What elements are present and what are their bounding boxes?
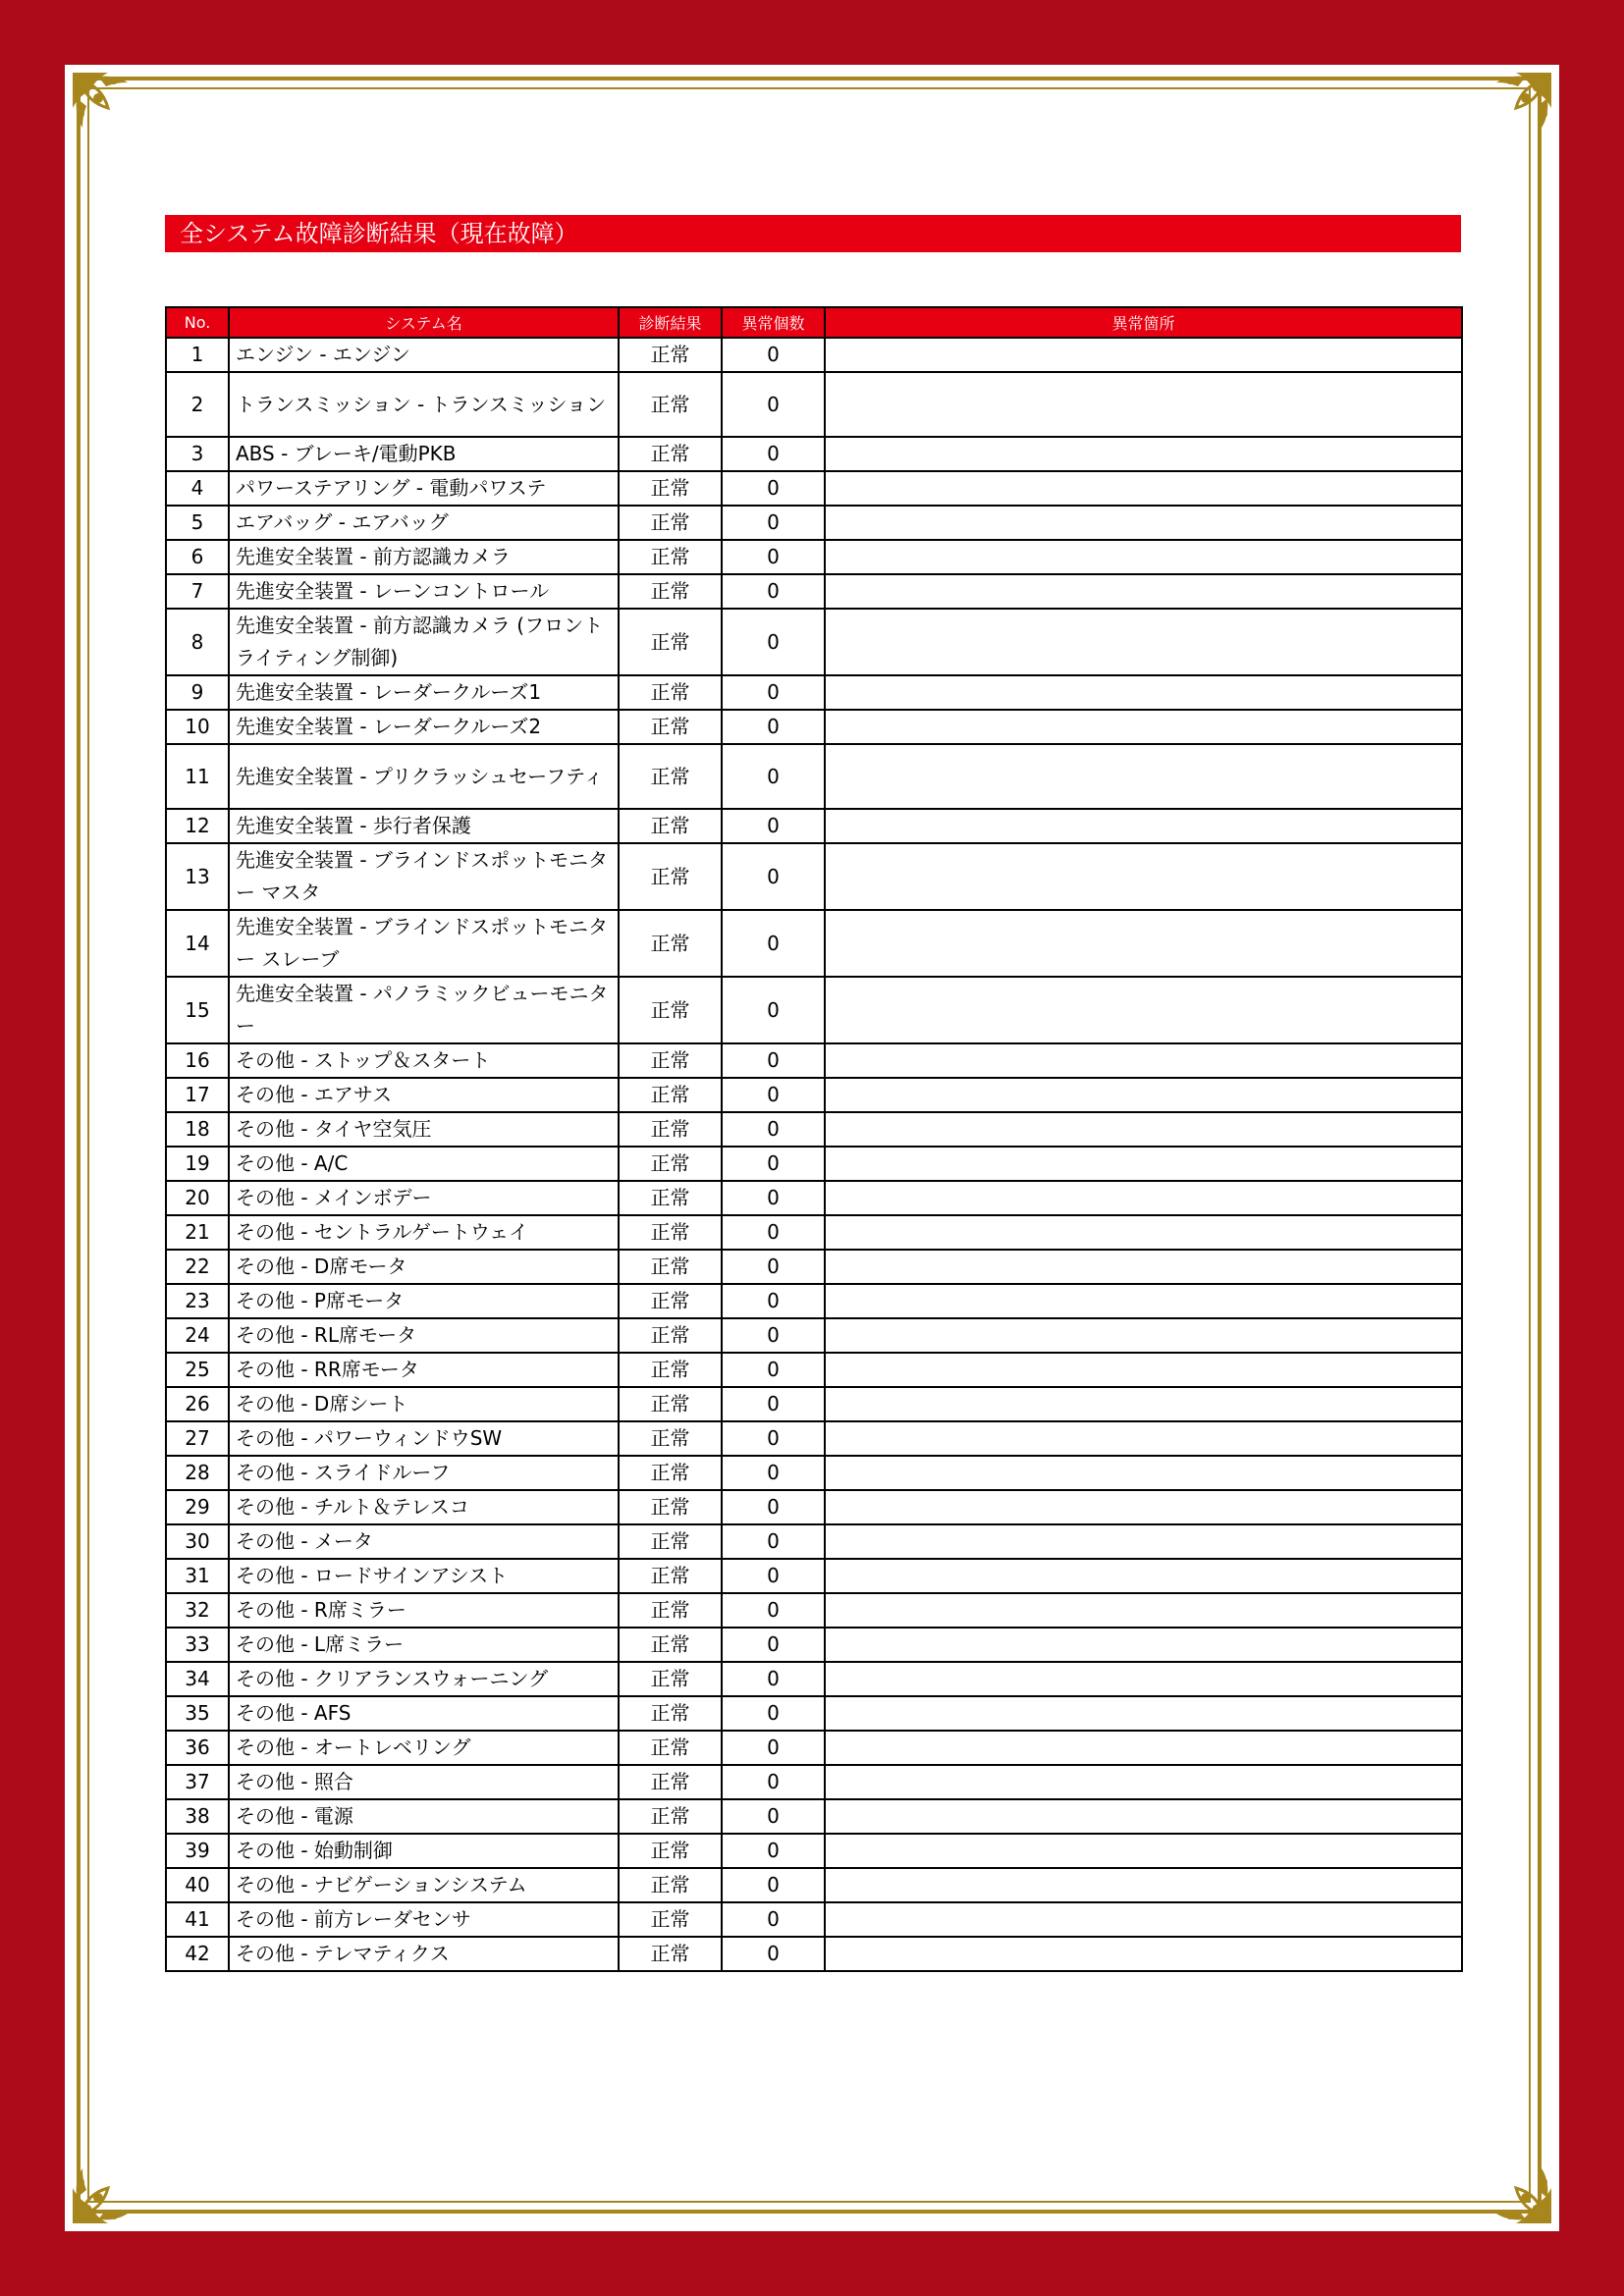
cell-fault-count: 0 xyxy=(722,1353,825,1387)
cell-system-name: パワーステアリング - 電動パワステ xyxy=(229,471,619,506)
cell-fault-count: 0 xyxy=(722,1834,825,1868)
cell-fault-count: 0 xyxy=(722,1868,825,1902)
cell-fault-count: 0 xyxy=(722,1902,825,1937)
table-row xyxy=(166,1387,1462,1421)
cell-fault-count: 0 xyxy=(722,1696,825,1731)
cell-fault-count: 0 xyxy=(722,1181,825,1215)
cell-fault-location xyxy=(825,1868,1462,1902)
cell-system-name: その他 - AFS xyxy=(229,1696,619,1731)
cell-no: 8 xyxy=(166,609,229,675)
cell-fault-location xyxy=(825,574,1462,609)
cell-fault-location xyxy=(825,1421,1462,1456)
cell-fault-count: 0 xyxy=(722,1559,825,1593)
table-row xyxy=(166,1731,1462,1765)
cell-system-name: その他 - テレマティクス xyxy=(229,1937,619,1971)
table-row xyxy=(166,744,1462,809)
cell-no: 25 xyxy=(166,1353,229,1387)
cell-no: 4 xyxy=(166,471,229,506)
table-row xyxy=(166,1078,1462,1112)
header-system-name: システム名 xyxy=(229,307,619,338)
cell-fault-location xyxy=(825,540,1462,574)
cell-fault-location xyxy=(825,437,1462,471)
table-row xyxy=(166,809,1462,843)
cell-fault-count: 0 xyxy=(722,1043,825,1078)
table-body xyxy=(166,338,1462,1971)
corner-ornament-icon xyxy=(69,69,157,157)
cell-fault-location xyxy=(825,1662,1462,1696)
cell-no: 11 xyxy=(166,744,229,809)
cell-fault-count: 0 xyxy=(722,437,825,471)
cell-no: 14 xyxy=(166,910,229,977)
cell-fault-count: 0 xyxy=(722,1524,825,1559)
cell-fault-count: 0 xyxy=(722,372,825,437)
cell-fault-count: 0 xyxy=(722,540,825,574)
cell-no: 6 xyxy=(166,540,229,574)
cell-system-name: その他 - D席シート xyxy=(229,1387,619,1421)
cell-result: 正常 xyxy=(619,1421,722,1456)
cell-result: 正常 xyxy=(619,372,722,437)
table-row xyxy=(166,1318,1462,1353)
corner-ornament-icon xyxy=(1467,2139,1555,2227)
cell-fault-location xyxy=(825,372,1462,437)
cell-system-name: 先進安全装置 - 前方認識カメラ xyxy=(229,540,619,574)
cell-no: 23 xyxy=(166,1284,229,1318)
cell-no: 34 xyxy=(166,1662,229,1696)
cell-system-name: その他 - タイヤ空気圧 xyxy=(229,1112,619,1147)
cell-fault-location xyxy=(825,1353,1462,1387)
cell-no: 10 xyxy=(166,710,229,744)
cell-result: 正常 xyxy=(619,1181,722,1215)
cell-fault-count: 0 xyxy=(722,506,825,540)
cell-system-name: その他 - パワーウィンドウSW xyxy=(229,1421,619,1456)
cell-system-name: その他 - ストップ＆スタート xyxy=(229,1043,619,1078)
cell-fault-location xyxy=(825,1524,1462,1559)
cell-system-name: その他 - 照合 xyxy=(229,1765,619,1799)
table-row xyxy=(166,1696,1462,1731)
cell-system-name: その他 - A/C xyxy=(229,1147,619,1181)
table-row xyxy=(166,977,1462,1043)
cell-result: 正常 xyxy=(619,1490,722,1524)
cell-fault-location xyxy=(825,977,1462,1043)
cell-system-name: その他 - オートレベリング xyxy=(229,1731,619,1765)
cell-result: 正常 xyxy=(619,1902,722,1937)
table-row xyxy=(166,372,1462,437)
cell-fault-count: 0 xyxy=(722,843,825,910)
cell-fault-location xyxy=(825,1731,1462,1765)
cell-no: 40 xyxy=(166,1868,229,1902)
cell-fault-count: 0 xyxy=(722,1078,825,1112)
cell-system-name: その他 - 始動制御 xyxy=(229,1834,619,1868)
cell-fault-location xyxy=(825,1284,1462,1318)
cell-fault-count: 0 xyxy=(722,1456,825,1490)
table-row xyxy=(166,1147,1462,1181)
cell-fault-location xyxy=(825,1250,1462,1284)
table-row xyxy=(166,710,1462,744)
cell-system-name: その他 - スライドルーフ xyxy=(229,1456,619,1490)
cell-system-name: その他 - チルト＆テレスコ xyxy=(229,1490,619,1524)
table-row xyxy=(166,1421,1462,1456)
cell-system-name: 先進安全装置 - 前方認識カメラ (フロントライティング制御) xyxy=(229,609,619,675)
cell-fault-count: 0 xyxy=(722,1490,825,1524)
cell-result: 正常 xyxy=(619,1456,722,1490)
cell-fault-location xyxy=(825,1834,1462,1868)
header-fault-count: 異常個数 xyxy=(722,307,825,338)
cell-system-name: その他 - R席ミラー xyxy=(229,1593,619,1628)
table-row xyxy=(166,1490,1462,1524)
cell-result: 正常 xyxy=(619,1284,722,1318)
table-row xyxy=(166,1043,1462,1078)
cell-fault-count: 0 xyxy=(722,1215,825,1250)
cell-no: 32 xyxy=(166,1593,229,1628)
cell-no: 2 xyxy=(166,372,229,437)
cell-fault-count: 0 xyxy=(722,471,825,506)
table-row xyxy=(166,1834,1462,1868)
table-row xyxy=(166,1799,1462,1834)
cell-result: 正常 xyxy=(619,1043,722,1078)
cell-result: 正常 xyxy=(619,540,722,574)
cell-result: 正常 xyxy=(619,1662,722,1696)
cell-fault-count: 0 xyxy=(722,1387,825,1421)
cell-no: 12 xyxy=(166,809,229,843)
cell-fault-count: 0 xyxy=(722,1147,825,1181)
cell-result: 正常 xyxy=(619,1834,722,1868)
cell-fault-location xyxy=(825,1765,1462,1799)
cell-result: 正常 xyxy=(619,471,722,506)
cell-fault-location xyxy=(825,710,1462,744)
cell-fault-location xyxy=(825,744,1462,809)
cell-no: 29 xyxy=(166,1490,229,1524)
cell-system-name: その他 - セントラルゲートウェイ xyxy=(229,1215,619,1250)
cell-system-name: その他 - ロードサインアシスト xyxy=(229,1559,619,1593)
cell-no: 24 xyxy=(166,1318,229,1353)
diagnosis-results-table xyxy=(165,306,1463,1972)
cell-system-name: その他 - メータ xyxy=(229,1524,619,1559)
cell-fault-count: 0 xyxy=(722,809,825,843)
cell-no: 5 xyxy=(166,506,229,540)
table-row xyxy=(166,1902,1462,1937)
cell-result: 正常 xyxy=(619,809,722,843)
cell-no: 28 xyxy=(166,1456,229,1490)
cell-result: 正常 xyxy=(619,506,722,540)
table-row xyxy=(166,437,1462,471)
table-row xyxy=(166,1868,1462,1902)
cell-fault-location xyxy=(825,1696,1462,1731)
cell-system-name: 先進安全装置 - レーダークルーズ2 xyxy=(229,710,619,744)
cell-fault-count: 0 xyxy=(722,338,825,372)
table-header-row xyxy=(166,307,1462,338)
cell-system-name: トランスミッション - トランスミッション xyxy=(229,372,619,437)
cell-fault-location xyxy=(825,1490,1462,1524)
cell-no: 31 xyxy=(166,1559,229,1593)
cell-no: 27 xyxy=(166,1421,229,1456)
cell-fault-location xyxy=(825,1181,1462,1215)
cell-result: 正常 xyxy=(619,1593,722,1628)
table-row xyxy=(166,1456,1462,1490)
table-row xyxy=(166,1250,1462,1284)
table-row xyxy=(166,506,1462,540)
cell-result: 正常 xyxy=(619,437,722,471)
table-row xyxy=(166,1112,1462,1147)
cell-fault-count: 0 xyxy=(722,1112,825,1147)
cell-fault-location xyxy=(825,1387,1462,1421)
cell-system-name: 先進安全装置 - プリクラッシュセーフティ xyxy=(229,744,619,809)
cell-result: 正常 xyxy=(619,1937,722,1971)
cell-no: 17 xyxy=(166,1078,229,1112)
cell-result: 正常 xyxy=(619,609,722,675)
cell-system-name: その他 - エアサス xyxy=(229,1078,619,1112)
cell-no: 42 xyxy=(166,1937,229,1971)
table-row xyxy=(166,609,1462,675)
cell-fault-count: 0 xyxy=(722,675,825,710)
cell-fault-location xyxy=(825,1456,1462,1490)
table-row xyxy=(166,843,1462,910)
cell-fault-count: 0 xyxy=(722,1662,825,1696)
cell-result: 正常 xyxy=(619,1765,722,1799)
cell-fault-count: 0 xyxy=(722,1421,825,1456)
cell-fault-location xyxy=(825,1902,1462,1937)
table-row xyxy=(166,1628,1462,1662)
cell-no: 7 xyxy=(166,574,229,609)
cell-system-name: 先進安全装置 - レーンコントロール xyxy=(229,574,619,609)
cell-system-name: 先進安全装置 - レーダークルーズ1 xyxy=(229,675,619,710)
cell-fault-count: 0 xyxy=(722,609,825,675)
cell-result: 正常 xyxy=(619,1078,722,1112)
cell-fault-location xyxy=(825,910,1462,977)
table-row xyxy=(166,1353,1462,1387)
cell-result: 正常 xyxy=(619,910,722,977)
cell-no: 22 xyxy=(166,1250,229,1284)
cell-fault-count: 0 xyxy=(722,1593,825,1628)
cell-fault-count: 0 xyxy=(722,744,825,809)
cell-fault-count: 0 xyxy=(722,574,825,609)
cell-no: 35 xyxy=(166,1696,229,1731)
cell-no: 33 xyxy=(166,1628,229,1662)
cell-no: 39 xyxy=(166,1834,229,1868)
cell-result: 正常 xyxy=(619,1250,722,1284)
cell-fault-location xyxy=(825,1147,1462,1181)
cell-system-name: その他 - クリアランスウォーニング xyxy=(229,1662,619,1696)
cell-fault-location xyxy=(825,506,1462,540)
cell-system-name: ABS - ブレーキ/電動PKB xyxy=(229,437,619,471)
cell-fault-location xyxy=(825,675,1462,710)
table-row xyxy=(166,675,1462,710)
cell-no: 15 xyxy=(166,977,229,1043)
table-row xyxy=(166,1284,1462,1318)
table-row xyxy=(166,574,1462,609)
cell-result: 正常 xyxy=(619,675,722,710)
cell-result: 正常 xyxy=(619,843,722,910)
cell-no: 1 xyxy=(166,338,229,372)
cell-result: 正常 xyxy=(619,1318,722,1353)
cell-result: 正常 xyxy=(619,1524,722,1559)
cell-result: 正常 xyxy=(619,1799,722,1834)
header-fault-location: 異常箇所 xyxy=(825,307,1462,338)
cell-no: 21 xyxy=(166,1215,229,1250)
cell-result: 正常 xyxy=(619,1628,722,1662)
cell-result: 正常 xyxy=(619,744,722,809)
cell-no: 18 xyxy=(166,1112,229,1147)
cell-fault-location xyxy=(825,1593,1462,1628)
cell-fault-location xyxy=(825,1937,1462,1971)
cell-fault-location xyxy=(825,1628,1462,1662)
table-row xyxy=(166,1765,1462,1799)
table-row xyxy=(166,1215,1462,1250)
cell-result: 正常 xyxy=(619,338,722,372)
cell-fault-location xyxy=(825,1112,1462,1147)
cell-fault-count: 0 xyxy=(722,1937,825,1971)
header-no: No. xyxy=(166,307,229,338)
table-row xyxy=(166,540,1462,574)
cell-fault-count: 0 xyxy=(722,1250,825,1284)
cell-result: 正常 xyxy=(619,1147,722,1181)
cell-result: 正常 xyxy=(619,1559,722,1593)
cell-no: 16 xyxy=(166,1043,229,1078)
cell-fault-count: 0 xyxy=(722,1731,825,1765)
cell-fault-location xyxy=(825,1318,1462,1353)
cell-fault-count: 0 xyxy=(722,710,825,744)
cell-fault-location xyxy=(825,1559,1462,1593)
cell-result: 正常 xyxy=(619,1387,722,1421)
cell-result: 正常 xyxy=(619,1215,722,1250)
cell-result: 正常 xyxy=(619,574,722,609)
corner-ornament-icon xyxy=(69,2139,157,2227)
table-row xyxy=(166,1937,1462,1971)
cell-system-name: その他 - P席モータ xyxy=(229,1284,619,1318)
cell-system-name: その他 - D席モータ xyxy=(229,1250,619,1284)
cell-fault-location xyxy=(825,609,1462,675)
cell-result: 正常 xyxy=(619,1868,722,1902)
cell-system-name: その他 - 電源 xyxy=(229,1799,619,1834)
cell-fault-count: 0 xyxy=(722,1765,825,1799)
cell-system-name: エアバッグ - エアバッグ xyxy=(229,506,619,540)
report-title: 全システム故障診断結果（現在故障） xyxy=(165,215,1461,252)
cell-no: 37 xyxy=(166,1765,229,1799)
header-result: 診断結果 xyxy=(619,307,722,338)
cell-system-name: その他 - L席ミラー xyxy=(229,1628,619,1662)
cell-system-name: その他 - RR席モータ xyxy=(229,1353,619,1387)
cell-no: 9 xyxy=(166,675,229,710)
cell-no: 36 xyxy=(166,1731,229,1765)
cell-result: 正常 xyxy=(619,977,722,1043)
cell-system-name: 先進安全装置 - ブラインドスポットモニター マスタ xyxy=(229,843,619,910)
table-row xyxy=(166,1524,1462,1559)
table-row xyxy=(166,338,1462,372)
table-row xyxy=(166,1593,1462,1628)
cell-no: 19 xyxy=(166,1147,229,1181)
cell-no: 41 xyxy=(166,1902,229,1937)
cell-no: 13 xyxy=(166,843,229,910)
table-row xyxy=(166,1662,1462,1696)
table-row xyxy=(166,1181,1462,1215)
cell-system-name: その他 - RL席モータ xyxy=(229,1318,619,1353)
cell-system-name: 先進安全装置 - 歩行者保護 xyxy=(229,809,619,843)
cell-fault-location xyxy=(825,843,1462,910)
cell-fault-count: 0 xyxy=(722,1628,825,1662)
cell-fault-count: 0 xyxy=(722,1799,825,1834)
table-row xyxy=(166,471,1462,506)
cell-result: 正常 xyxy=(619,1112,722,1147)
cell-fault-location xyxy=(825,338,1462,372)
cell-result: 正常 xyxy=(619,1353,722,1387)
cell-no: 20 xyxy=(166,1181,229,1215)
cell-fault-location xyxy=(825,471,1462,506)
cell-system-name: 先進安全装置 - パノラミックビューモニター xyxy=(229,977,619,1043)
table-row xyxy=(166,910,1462,977)
cell-fault-count: 0 xyxy=(722,910,825,977)
cell-no: 30 xyxy=(166,1524,229,1559)
cell-fault-count: 0 xyxy=(722,1318,825,1353)
cell-system-name: エンジン - エンジン xyxy=(229,338,619,372)
corner-ornament-icon xyxy=(1467,69,1555,157)
cell-no: 38 xyxy=(166,1799,229,1834)
cell-fault-location xyxy=(825,809,1462,843)
cell-result: 正常 xyxy=(619,1731,722,1765)
table-row xyxy=(166,1559,1462,1593)
cell-system-name: その他 - ナビゲーションシステム xyxy=(229,1868,619,1902)
cell-result: 正常 xyxy=(619,1696,722,1731)
cell-fault-count: 0 xyxy=(722,1284,825,1318)
cell-fault-location xyxy=(825,1043,1462,1078)
cell-no: 26 xyxy=(166,1387,229,1421)
cell-fault-count: 0 xyxy=(722,977,825,1043)
cell-system-name: その他 - 前方レーダセンサ xyxy=(229,1902,619,1937)
cell-result: 正常 xyxy=(619,710,722,744)
cell-system-name: その他 - メインボデー xyxy=(229,1181,619,1215)
cell-fault-location xyxy=(825,1799,1462,1834)
cell-fault-location xyxy=(825,1078,1462,1112)
cell-no: 3 xyxy=(166,437,229,471)
cell-fault-location xyxy=(825,1215,1462,1250)
cell-system-name: 先進安全装置 - ブラインドスポットモニター スレーブ xyxy=(229,910,619,977)
